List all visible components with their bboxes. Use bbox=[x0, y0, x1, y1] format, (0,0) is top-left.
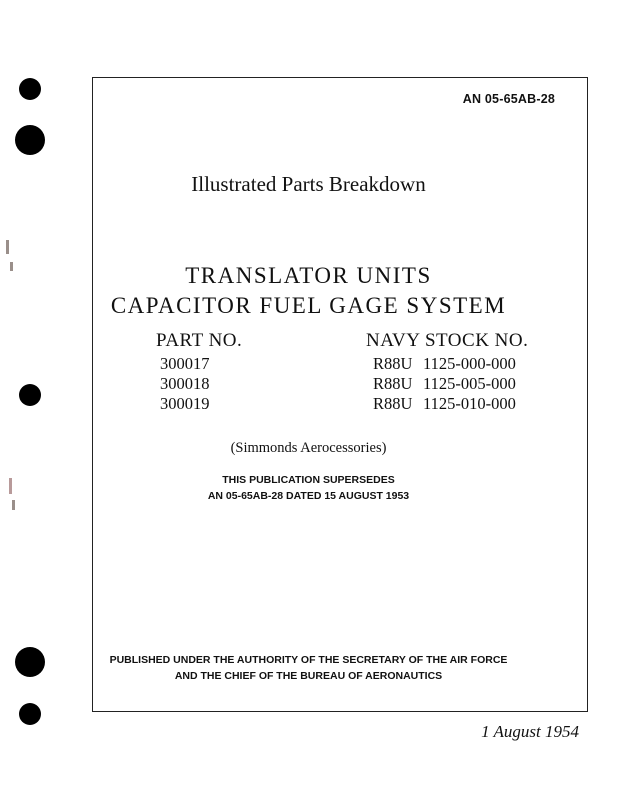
binder-hole-3 bbox=[19, 384, 41, 406]
stock-number: 1125-000-000 bbox=[423, 354, 516, 373]
authority-line-1: PUBLISHED UNDER THE AUTHORITY OF THE SECRETARY OF THE AIR FORCE bbox=[109, 654, 508, 666]
binder-hole-1 bbox=[19, 78, 41, 100]
part-number: 300017 bbox=[160, 354, 210, 373]
title-line-2: CAPACITOR FUEL GAGE SYSTEM bbox=[110, 293, 507, 318]
navy-stock-header: NAVY STOCK NO. bbox=[366, 330, 529, 351]
part-no-header: PART NO. bbox=[156, 330, 243, 351]
supersedes-line-1: THIS PUBLICATION SUPERSEDES bbox=[222, 474, 395, 486]
part-number: 300018 bbox=[160, 374, 210, 393]
manufacturer: (Simmonds Aerocessories) bbox=[230, 440, 387, 456]
binder-hole-2 bbox=[15, 125, 45, 155]
authority-line-2: AND THE CHIEF OF THE BUREAU OF AERONAUTICS bbox=[174, 670, 443, 682]
stock-number: 1125-010-000 bbox=[423, 394, 516, 413]
stock-prefix: R88U bbox=[373, 374, 413, 393]
scan-speck bbox=[6, 240, 9, 254]
title-line-1: TRANSLATOR UNITS bbox=[185, 263, 432, 288]
binder-hole-5 bbox=[19, 703, 41, 725]
stock-prefix: R88U bbox=[373, 394, 413, 413]
stock-number: 1125-005-000 bbox=[423, 374, 516, 393]
supersedes-line-2: AN 05-65AB-28 DATED 15 AUGUST 1953 bbox=[207, 490, 410, 502]
part-number: 300019 bbox=[160, 394, 210, 413]
stock-prefix: R88U bbox=[373, 354, 413, 373]
publication-date: 1 August 1954 bbox=[481, 722, 579, 741]
page-heading: Illustrated Parts Breakdown bbox=[191, 172, 426, 196]
document-number: AN 05-65AB-28 bbox=[462, 92, 555, 106]
